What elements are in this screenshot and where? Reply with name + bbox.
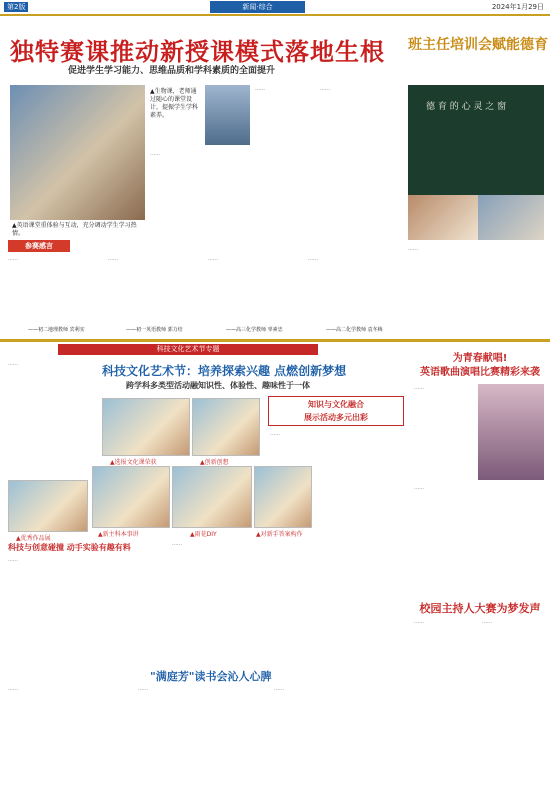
lead-article-column-2: …… — [320, 86, 330, 92]
knowledge-article-text: …… — [270, 431, 280, 437]
lead-article-column-1: …… — [255, 86, 265, 92]
tech-photo-innovation-caption: ▲创新创想 — [200, 459, 229, 466]
innovation-article-text: …… — [8, 557, 18, 563]
blackboard-text: 德 育 的 心 灵 之 窗 — [426, 102, 507, 112]
lead-article-title: 独特赛课推动新授课模式落地生根 — [10, 37, 385, 66]
tech-photo-lecture — [92, 466, 170, 528]
tech-photo-lecture-caption: ▲新主科本事讲 — [98, 531, 139, 538]
tech-photo-works — [8, 480, 88, 532]
lead-article-column-0: …… — [150, 151, 160, 157]
tech-photo-innovation — [192, 398, 260, 456]
tech-festival-heading: 科技文化艺术节：培养探索兴趣 点燃创新梦想 — [102, 364, 347, 378]
teacher-photo — [408, 195, 478, 240]
tech-photo-award-caption: ▲选报文化课荣获 — [110, 459, 157, 466]
section-label: 新闻·综合 — [210, 1, 305, 13]
song-contest-title-line1: 为青春献唱! — [452, 353, 508, 364]
page-number-badge: 第2版 — [4, 2, 28, 12]
host-contest-text-1: …… — [414, 619, 424, 625]
reflection-author-4: ——高二化学教师 袁冬梅 — [326, 327, 383, 333]
english-class-caption: ▲英语课堂重体验与互动，充分调动学生学习热情。 — [12, 222, 137, 237]
song-contest-text-1: …… — [414, 385, 424, 391]
reflection-text-2: …… — [108, 256, 118, 262]
tech-article-continued: …… — [172, 541, 182, 547]
host-contest-title: 校园主持人大赛为梦发声 — [419, 602, 541, 615]
song-contest-photo — [478, 384, 544, 480]
tech-festival-subheading: 跨学科多类型活动融知识性、体验性、趣味性于一体 — [126, 381, 310, 390]
biology-class-caption: ▲生物课，老师通过随心的课堂设计，提振学生学科素养。 — [150, 88, 199, 119]
page-header — [0, 0, 550, 16]
reading-club-heading: "满庭芳"读书会沁人心脾 — [150, 670, 272, 683]
reflection-section-label: 参赛感言 — [8, 240, 70, 252]
tech-photo-award — [102, 398, 190, 456]
reflection-author-3: ——高三化学教师 辜素忠 — [226, 327, 283, 333]
tech-festival-intro: …… — [8, 361, 18, 367]
reflection-text-4: …… — [308, 256, 318, 262]
knowledge-heading-line2: 展示活动多元出彩 — [304, 413, 368, 422]
innovation-heading: 科技与创意碰撞 动手实验有趣有料 — [8, 543, 131, 552]
tech-photo-diy — [172, 466, 252, 528]
blackboard-photo — [408, 85, 544, 195]
tech-photo-answer-caption: ▲对新手答案构作 — [256, 531, 303, 538]
tech-festival-banner: 科技文化艺术节专题 — [58, 344, 318, 355]
song-contest-text-2: …… — [414, 485, 424, 491]
reading-club-text-2: …… — [138, 686, 148, 692]
training-room-photo — [478, 195, 544, 240]
host-contest-text-2: …… — [482, 619, 492, 625]
section-divider — [0, 339, 550, 342]
song-contest-title-line2: 英语歌曲演唱比赛精彩来袭 — [420, 367, 540, 378]
lead-article-subtitle: 促进学生学习能力、思维品质和学科素质的全面提升 — [68, 66, 276, 76]
reflection-text-3: …… — [208, 256, 218, 262]
reflection-author-1: ——初二地理教师 宾利实 — [28, 327, 85, 333]
side-article-text: …… — [408, 246, 418, 252]
student-photo — [205, 85, 250, 145]
english-class-photo — [10, 85, 145, 220]
tech-photo-diy-caption: ▲雨花DIY — [190, 531, 217, 538]
issue-date: 2024年1月29日 — [491, 3, 544, 11]
reading-club-text-3: …… — [274, 686, 284, 692]
side-article-title: 班主任培训会赋能德育 — [408, 37, 548, 53]
knowledge-heading: 知识与文化融合 — [308, 400, 364, 409]
reflection-text-1: …… — [8, 256, 18, 262]
song-contest-title — [412, 352, 548, 380]
tech-photo-works-caption: ▲优秀作品展 — [16, 535, 51, 542]
reading-club-text-1: …… — [8, 686, 18, 692]
reflection-author-2: ——初一英语教师 郭力结 — [126, 327, 183, 333]
